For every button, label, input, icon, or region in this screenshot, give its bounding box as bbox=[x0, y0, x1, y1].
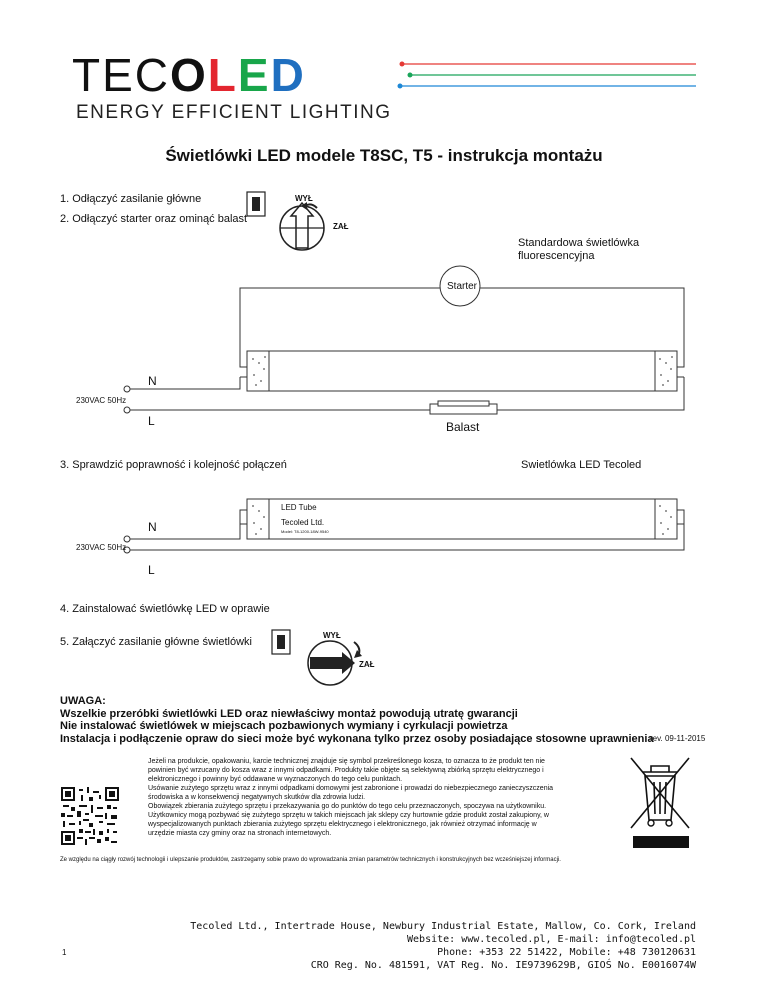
weee-line: Obowiązek zbierania zużytego sprzętu i przekazywania go do punktów do tego celu przeznaczonych, spoczywa na użytkowniku. bbox=[148, 803, 547, 810]
disclaimer-footnote: Ze względu na ciągły rozwój technologii i ulepszanie produktów, zastrzegamy sobie prawo do wprowadzania zmian parametrów technicznych i konstrukcyjnych bez wcześniejszej informacji. bbox=[60, 857, 561, 863]
logo-wordmark bbox=[72, 49, 306, 101]
weee-line: Jeżeli na produkcie, opakowaniu, karcie technicznej znajduje się symbol przekreślonego kosza, to oznacza to że produkt ten nie bbox=[148, 758, 545, 765]
weee-line: Usówanie zużytego sprzętu wraz z innymi odpadkami domowymi jest zabronione i prowadzi do niebezpiecznego zanieczyszczenia bbox=[148, 785, 554, 792]
warning-heading: UWAGA: bbox=[60, 695, 106, 707]
diagram2-voltage: 230VAC 50Hz bbox=[76, 543, 127, 552]
qr-code-icon bbox=[61, 787, 119, 845]
warning-block bbox=[60, 695, 654, 745]
weee-line: środowiska a w konsekwencji negatywnych skutków dla zdrowia ludzi. bbox=[148, 794, 366, 801]
weee-line: powinien być wrzucany do kosza wraz z innymi odpadkami. Produkty takie objęte są selektywną zbiórką sprzętu elektrycznego i bbox=[148, 767, 544, 774]
weee-line: elektronicznego i powinny być oddawane w wyznaczonych do tego celu punktach. bbox=[148, 776, 403, 783]
logo-d: D bbox=[270, 49, 306, 101]
logo-e: E bbox=[237, 49, 271, 101]
led-tube-model: Model: T8-1200-18W-9540 bbox=[281, 529, 329, 534]
warning-line-2: Nie instalować świetlówek w miejscach pozbawionych wymiany i cyrkulacji powietrza bbox=[60, 720, 508, 732]
diagram1-caption-line1: Standardowa świetlówka bbox=[518, 237, 640, 249]
footer-registration: CRO Reg. No. 481591, VAT Reg. No. IE9739629B, GIOŚ No. E0016074W bbox=[310, 960, 696, 971]
weee-line: wyspecjalizowanych punktach zbierania zużytego sprzętu elektrycznego i elektronicznego, jak również otrzymać informację w bbox=[148, 821, 537, 828]
ballast-label: Balast bbox=[446, 420, 480, 434]
switch2-on-label: ZAŁ bbox=[359, 660, 375, 669]
step-2: 2. Odłączyć starter oraz ominąć balast bbox=[60, 213, 248, 225]
page-number: 1 bbox=[62, 948, 67, 957]
revision-date: rev. 09-11-2015 bbox=[650, 734, 706, 743]
footer-address: Tecoled Ltd., Intertrade House, Newbury Industrial Estate, Mallow, Co. Cork, Ireland bbox=[190, 921, 696, 932]
footer-contact: Website: www.tecoled.pl, E-mail: info@tecoled.pl bbox=[407, 934, 696, 945]
diagram2-l-label: L bbox=[148, 563, 155, 577]
crossed-bin-icon bbox=[625, 752, 695, 850]
page-title: Świetlówki LED modele T8SC, T5 - instrukcja montażu bbox=[165, 146, 603, 165]
fluorescent-wiring-diagram bbox=[60, 265, 700, 440]
weee-text-block bbox=[148, 757, 618, 838]
tecoled-logo bbox=[72, 49, 392, 126]
switch2-off-label: WYŁ bbox=[323, 631, 341, 640]
decorative-color-lines bbox=[396, 60, 696, 92]
company-footer bbox=[190, 920, 696, 972]
diagram1-l-label: L bbox=[148, 414, 155, 428]
switch1-off-label: WYŁ bbox=[295, 194, 313, 203]
warning-line-1: Wszelkie przeróbki świetlówki LED oraz niewłaściwy montaż powodują utratę gwarancji bbox=[60, 707, 518, 720]
logo-tagline: ENERGY EFFICIENT LIGHTING bbox=[76, 102, 392, 123]
diagram1-caption-line2: fluorescencyjna bbox=[518, 250, 595, 262]
step-5: 5. Załączyć zasilanie główne świetlówki bbox=[60, 636, 252, 648]
weee-line: Użytkownicy mogą pozbywać się zużytego sprzętu w takich miejscach jak sklepy czy hurtownie gdzie produkt został zakupiony, w bbox=[148, 812, 549, 819]
warning-line-3: Instalacja i podłączenie opraw do sieci może być wykonana tylko przez osoby posiadające stosowne uprawnienia bbox=[60, 732, 654, 745]
step-3: 3. Sprawdzić poprawność i kolejność połączeń bbox=[60, 459, 287, 471]
weee-line: urzędzie miasta czy gminy oraz na stronach internetowych. bbox=[148, 830, 332, 837]
led-tube-maker: Tecoled Ltd. bbox=[281, 518, 325, 527]
diagram1-voltage: 230VAC 50Hz bbox=[76, 396, 127, 405]
led-tube-label: LED Tube bbox=[281, 503, 317, 512]
diagram1-caption bbox=[518, 237, 639, 263]
logo-tec: TEC bbox=[72, 49, 170, 101]
logo-o: O bbox=[170, 49, 208, 101]
diagram1-n-label: N bbox=[148, 374, 157, 388]
diagram2-n-label: N bbox=[148, 520, 157, 534]
starter-label: Starter bbox=[447, 281, 478, 292]
step-4: 4. Zainstalować świetlówkę LED w oprawie bbox=[60, 603, 270, 615]
diagram2-caption: Swietlówka LED Tecoled bbox=[521, 459, 642, 471]
footer-phone: Phone: +353 22 51422, Mobile: +48 730120631 bbox=[437, 947, 696, 958]
logo-l: L bbox=[207, 49, 238, 101]
switch1-on-label: ZAŁ bbox=[333, 222, 349, 231]
step-1: 1. Odłączyć zasilanie główne bbox=[60, 193, 202, 205]
